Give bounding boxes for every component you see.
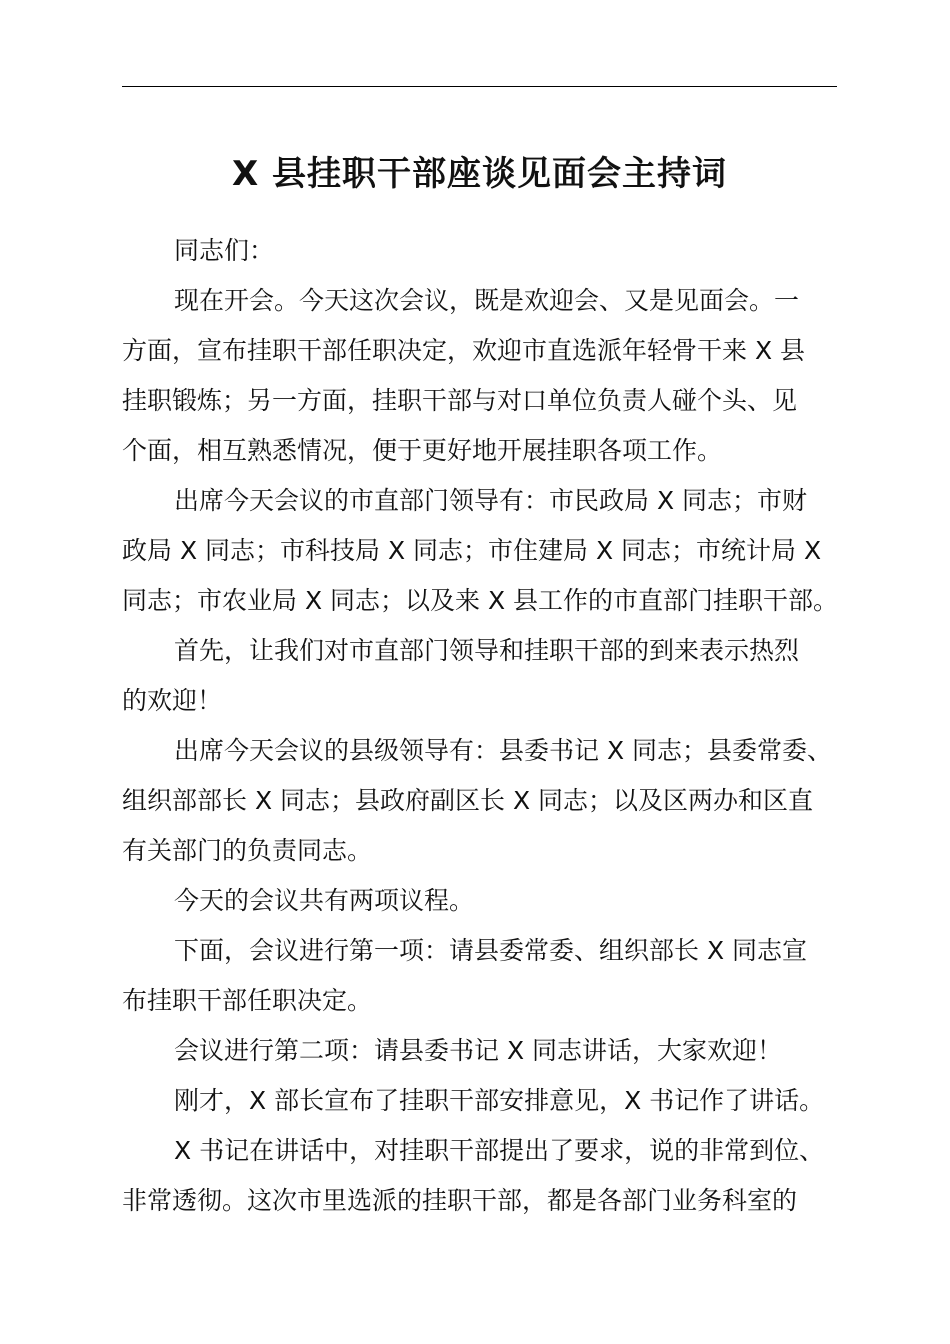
paragraph — [122, 926, 842, 1026]
text-line: 首先，让我们对市直部门领导和挂职干部的到来表示热烈 — [174, 636, 800, 665]
paragraph — [122, 1076, 842, 1126]
paragraph — [122, 476, 842, 626]
paragraph — [122, 276, 842, 476]
text-line: 同志；市农业局 X 同志；以及来 X 县工作的市直部门挂职干部。 — [122, 586, 839, 615]
header-rule — [122, 86, 837, 87]
document-title: X 县挂职干部座谈见面会主持词 — [231, 154, 728, 194]
text-line: 出席今天会议的市直部门领导有：市民政局 X 同志；市财 — [174, 486, 808, 515]
paragraph — [122, 1026, 842, 1076]
paragraph — [122, 626, 842, 726]
text-line: 有关部门的负责同志。 — [122, 836, 373, 865]
text-line: X 书记在讲话中，对挂职干部提出了要求，说的非常到位、 — [174, 1136, 825, 1165]
text-line: 今天的会议共有两项议程。 — [174, 886, 475, 915]
text-line: 政局 X 同志；市科技局 X 同志；市住建局 X 同志；市统计局 X — [122, 536, 822, 565]
text-line: 出席今天会议的县级领导有：县委书记 X 同志；县委常委、 — [174, 736, 833, 765]
text-line: 布挂职干部任职决定。 — [122, 986, 373, 1015]
text-line: 方面，宣布挂职干部任职决定，欢迎市直选派年轻骨干来 X 县 — [122, 336, 806, 365]
text-line: 下面，会议进行第一项：请县委常委、组织部长 X 同志宣 — [174, 936, 808, 965]
paragraph — [122, 1126, 842, 1226]
paragraph — [122, 876, 842, 926]
text-line: 组织部部长 X 同志；县政府副区长 X 同志；以及区两办和区直 — [122, 786, 814, 815]
paragraph — [122, 226, 842, 276]
text-line: 会议进行第二项：请县委书记 X 同志讲话，大家欢迎！ — [174, 1036, 783, 1065]
paragraph — [122, 726, 842, 876]
text-line: 同志们： — [174, 236, 275, 265]
text-line: 现在开会。今天这次会议，既是欢迎会、又是见面会。一 — [174, 286, 800, 315]
document-body — [122, 226, 842, 1226]
text-line: 非常透彻。这次市里选派的挂职干部，都是各部门业务科室的 — [122, 1186, 798, 1215]
text-line: 的欢迎！ — [122, 686, 223, 715]
text-line: 个面，相互熟悉情况，便于更好地开展挂职各项工作。 — [122, 436, 723, 465]
text-line: 挂职锻炼；另一方面，挂职干部与对口单位负责人碰个头、见 — [122, 386, 798, 415]
text-line: 刚才，X 部长宣布了挂职干部安排意见，X 书记作了讲话。 — [174, 1086, 825, 1115]
